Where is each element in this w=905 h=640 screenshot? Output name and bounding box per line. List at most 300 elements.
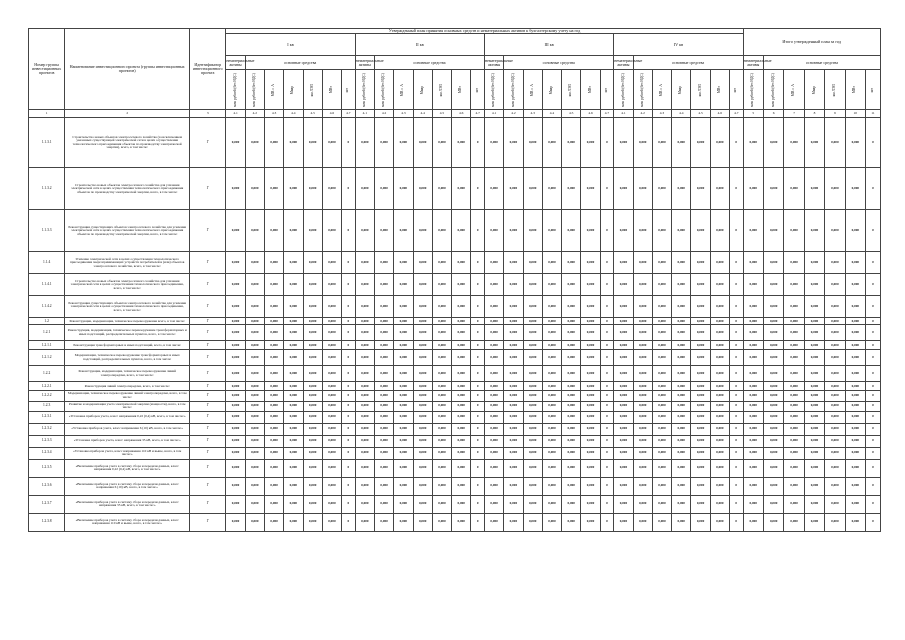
- column-number-text: 7: [784, 110, 804, 118]
- row-value-text: 0,000: [804, 118, 824, 168]
- row-value-text: 0,000: [484, 401, 503, 411]
- row-value-text: 0,000: [581, 495, 600, 513]
- row-value-text: 0,000: [284, 495, 303, 513]
- column-number-text: 4.7: [342, 110, 356, 118]
- row-value-text: 0,000: [784, 411, 804, 423]
- row-value-text: 0,000: [355, 459, 374, 477]
- row-value-text: 0,000: [504, 210, 523, 252]
- row-value-text: 0,000: [322, 341, 341, 350]
- row-value-text: 0,000: [614, 168, 633, 210]
- row-value-text: 0,000: [374, 411, 393, 423]
- row-value-text: 0,000: [303, 118, 322, 168]
- row-value-text: 0,000: [432, 401, 451, 411]
- row-value-text: 0,000: [614, 350, 633, 366]
- row-value-text: 0,000: [355, 341, 374, 350]
- header-fixed-assets-text: основные средства: [374, 56, 484, 70]
- row-value-text: 0,000: [691, 210, 710, 252]
- header-intangible-text: нематериальные активы: [355, 56, 374, 70]
- row-value-text: 0,000: [691, 252, 710, 274]
- row-value-text: 0,000: [355, 252, 374, 274]
- row-value-text: 0: [471, 366, 485, 382]
- row-value-text: 0,000: [710, 168, 729, 210]
- table-row: [29, 274, 881, 296]
- row-value-text: 0,000: [432, 296, 451, 318]
- table-row: [29, 459, 881, 477]
- row-value-text: 0,000: [264, 435, 283, 447]
- row-value-text: 0: [866, 459, 881, 477]
- row-value-text: 0,000: [484, 296, 503, 318]
- row-project-id-text: Г: [190, 274, 226, 296]
- column-number-text: 4.4: [542, 110, 561, 118]
- row-value-text: 0,000: [394, 411, 413, 423]
- row-value-text: 0: [866, 382, 881, 391]
- row-value-text: 0,000: [672, 210, 691, 252]
- row-value-text: 0,000: [691, 341, 710, 350]
- row-value-text: 0,000: [633, 382, 652, 391]
- row-project-name-text: «Включение приборов учета в систему сбора и передачи данных, класс напряжения 0,22 (0,4) кВ, всего, в том числе:»: [65, 459, 190, 477]
- header-unit: [355, 70, 374, 110]
- row-value-text: 0,000: [226, 382, 245, 391]
- row-value-text: 0,000: [432, 447, 451, 459]
- row-value-text: 0,000: [226, 341, 245, 350]
- row-value-text: 0,000: [413, 411, 432, 423]
- column-number-text: 4.5: [432, 110, 451, 118]
- header-fixed-assets-text: основные средства: [763, 56, 880, 70]
- row-value-text: 0,000: [303, 447, 322, 459]
- table-row: [29, 252, 881, 274]
- row-value-text: 0,000: [691, 318, 710, 325]
- row-value-text: 0,000: [484, 366, 503, 382]
- row-value-text: 0: [471, 391, 485, 401]
- row-value-text: 0,000: [226, 350, 245, 366]
- row-value-text: 0,000: [743, 341, 763, 350]
- header-quarter-text: IV кв: [614, 34, 743, 56]
- row-value-text: 0,000: [452, 296, 471, 318]
- header-fixed-assets-text: основные средства: [504, 56, 614, 70]
- header-fixed-assets-text: основные средства: [633, 56, 743, 70]
- row-value-text: 0,000: [413, 252, 432, 274]
- row-value-text: 0,000: [633, 350, 652, 366]
- row-value-text: 0: [866, 411, 881, 423]
- row-value-text: 0: [729, 274, 743, 296]
- row-value-text: 0,000: [264, 391, 283, 401]
- header-unit: [614, 70, 633, 110]
- header-unit-text: Мвар: [419, 85, 424, 95]
- row-value-text: 0,000: [504, 168, 523, 210]
- row-value-text: 0: [729, 318, 743, 325]
- header-intangible-text: нематериальные активы: [226, 56, 245, 70]
- row-value-text: 0,000: [825, 366, 845, 382]
- header-unit-text: МВ×А: [659, 83, 664, 96]
- row-value-text: 0,000: [303, 318, 322, 325]
- row-value-text: 0,000: [264, 513, 283, 531]
- column-number-text: 4.7: [471, 110, 485, 118]
- row-value-text: 0,000: [672, 252, 691, 274]
- row-value-text: 0,000: [784, 296, 804, 318]
- row-value-text: 0,000: [303, 411, 322, 423]
- row-project-id-text: Г: [190, 435, 226, 447]
- row-value-text: 0,000: [562, 495, 581, 513]
- row-value-text: 0,000: [484, 382, 503, 391]
- row-value-text: 0,000: [322, 350, 341, 366]
- row-value-text: 0: [342, 495, 356, 513]
- row-value-text: 0,000: [825, 495, 845, 513]
- row-project-name-text: Реконструкция трансформаторных и иных подстанций, всего, в том числе:: [65, 341, 190, 350]
- row-value-text: 0: [866, 325, 881, 341]
- row-value-text: 0: [866, 118, 881, 168]
- row-value-text: 0: [729, 513, 743, 531]
- row-value-text: 0,000: [633, 210, 652, 252]
- row-value-text: 0,000: [523, 495, 542, 513]
- row-project-id-text: Г: [190, 210, 226, 252]
- row-value-text: 0,000: [374, 382, 393, 391]
- row-value-text: 0,000: [562, 477, 581, 495]
- row-value-text: 0,000: [672, 411, 691, 423]
- row-value-text: 0,000: [710, 495, 729, 513]
- row-value-text: 0,000: [504, 391, 523, 401]
- row-value-text: 0,000: [710, 435, 729, 447]
- row-value-text: 0,000: [581, 325, 600, 341]
- row-value-text: 0,000: [523, 366, 542, 382]
- row-value-text: 0,000: [284, 118, 303, 168]
- row-value-text: 0,000: [672, 401, 691, 411]
- row-value-text: 0: [866, 423, 881, 435]
- row-value-text: 0,000: [743, 366, 763, 382]
- row-value-text: 0,000: [452, 318, 471, 325]
- row-value-text: 0,000: [804, 423, 824, 435]
- row-value-text: 0,000: [691, 350, 710, 366]
- row-value-text: 0,000: [264, 296, 283, 318]
- row-value-text: 0,000: [581, 296, 600, 318]
- row-value-text: 0,000: [672, 513, 691, 531]
- row-value-text: 0,000: [562, 382, 581, 391]
- row-value-text: 0,000: [845, 513, 865, 531]
- row-value-text: 0: [729, 423, 743, 435]
- row-value-text: 0,000: [484, 350, 503, 366]
- investment-plan-table: [28, 28, 880, 532]
- row-value-text: 0,000: [710, 459, 729, 477]
- table-row: [29, 477, 881, 495]
- header-unit: [471, 70, 485, 110]
- row-value-text: 0: [471, 168, 485, 210]
- row-value-text: 0,000: [523, 210, 542, 252]
- row-value-text: 0,000: [484, 118, 503, 168]
- row-value-text: 0,000: [355, 411, 374, 423]
- row-value-text: 0,000: [581, 391, 600, 401]
- row-value-text: 0,000: [322, 401, 341, 411]
- table-row: [29, 210, 881, 252]
- row-value-text: 0,000: [672, 341, 691, 350]
- header-unit-text: Мвар: [811, 85, 816, 95]
- row-value-text: 0,000: [652, 118, 671, 168]
- row-value-text: 0,000: [743, 296, 763, 318]
- column-number-text: 4.3: [394, 110, 413, 118]
- row-value-text: 0,000: [763, 391, 783, 401]
- header-unit-text: млн рублей (без НДС): [361, 72, 366, 107]
- row-value-text: 0: [342, 296, 356, 318]
- row-value-text: 0,000: [394, 423, 413, 435]
- row-value-text: 0,000: [691, 325, 710, 341]
- row-value-text: 0,000: [763, 382, 783, 391]
- row-value-text: 0,000: [763, 459, 783, 477]
- row-value-text: 0,000: [226, 318, 245, 325]
- row-value-text: 0,000: [614, 252, 633, 274]
- row-value-text: 0,000: [374, 252, 393, 274]
- row-value-text: 0,000: [825, 391, 845, 401]
- header-unit: [432, 70, 451, 110]
- row-value-text: 0,000: [322, 274, 341, 296]
- row-value-text: 0,000: [413, 168, 432, 210]
- row-value-text: 0,000: [413, 447, 432, 459]
- row-value-text: 0,000: [413, 318, 432, 325]
- row-value-text: 0: [600, 477, 614, 495]
- row-value-text: 0: [342, 401, 356, 411]
- row-value-text: 0,000: [845, 296, 865, 318]
- row-value-text: 0,000: [763, 411, 783, 423]
- row-value-text: 0,000: [504, 477, 523, 495]
- row-value-text: 0,000: [743, 325, 763, 341]
- row-value-text: 0,000: [614, 513, 633, 531]
- row-value-text: 0,000: [322, 168, 341, 210]
- row-value-text: 0,000: [633, 341, 652, 350]
- row-value-text: 0,000: [691, 459, 710, 477]
- row-value-text: 0,000: [633, 325, 652, 341]
- row-value-text: 0,000: [784, 459, 804, 477]
- row-value-text: 0,000: [784, 210, 804, 252]
- header-unit-text: км ЛЭП: [568, 83, 573, 97]
- row-value-text: 0,000: [845, 350, 865, 366]
- row-value-text: 0,000: [652, 325, 671, 341]
- row-value-text: 0,000: [484, 435, 503, 447]
- row-value-text: 0,000: [562, 318, 581, 325]
- row-value-text: 0: [471, 318, 485, 325]
- row-value-text: 0: [342, 210, 356, 252]
- row-project-id-text: Г: [190, 252, 226, 274]
- row-value-text: 0,000: [504, 341, 523, 350]
- row-number-text: 1.2.3.5: [29, 459, 65, 477]
- column-number-text: 4.5: [562, 110, 581, 118]
- row-value-text: 0: [729, 325, 743, 341]
- row-value-text: 0: [866, 477, 881, 495]
- row-value-text: 0,000: [825, 447, 845, 459]
- row-value-text: 0,000: [284, 423, 303, 435]
- row-value-text: 0,000: [672, 391, 691, 401]
- row-value-text: 0,000: [784, 401, 804, 411]
- row-value-text: 0,000: [303, 168, 322, 210]
- row-value-text: 0,000: [542, 274, 561, 296]
- row-value-text: 0,000: [763, 366, 783, 382]
- row-value-text: 0: [729, 118, 743, 168]
- row-value-text: 0,000: [432, 274, 451, 296]
- header-unit: [691, 70, 710, 110]
- row-value-text: 0,000: [303, 401, 322, 411]
- row-value-text: 0: [471, 118, 485, 168]
- header-unit-text: млн рублей (без НДС): [620, 72, 625, 107]
- header-unit: [452, 70, 471, 110]
- row-value-text: 0,000: [484, 411, 503, 423]
- row-value-text: 0,000: [542, 447, 561, 459]
- row-value-text: 0,000: [452, 423, 471, 435]
- row-value-text: 0,000: [303, 513, 322, 531]
- row-value-text: 0,000: [245, 495, 264, 513]
- row-value-text: 0,000: [432, 423, 451, 435]
- row-value-text: 0: [866, 168, 881, 210]
- row-value-text: 0,000: [633, 252, 652, 274]
- column-number-text: 5: [743, 110, 763, 118]
- row-value-text: 0,000: [804, 447, 824, 459]
- row-value-text: 0,000: [652, 252, 671, 274]
- column-number-text: 8: [804, 110, 824, 118]
- row-value-text: 0,000: [484, 274, 503, 296]
- row-value-text: 0: [729, 495, 743, 513]
- row-value-text: 0: [729, 435, 743, 447]
- row-value-text: 0: [342, 423, 356, 435]
- row-value-text: 0,000: [355, 366, 374, 382]
- row-value-text: 0,000: [322, 325, 341, 341]
- row-value-text: 0,000: [804, 435, 824, 447]
- row-project-name-text: Реконструкция линий электропередачи, всего, в том числе:: [65, 382, 190, 391]
- row-value-text: 0,000: [784, 341, 804, 350]
- row-number-text: 1.1.3.1: [29, 118, 65, 168]
- header-plan-group-text: Утвержденный план принятия основных средств и нематериальных активов к бухгалтерскому учету на год: [226, 29, 743, 34]
- header-unit-text: МВ×А: [400, 83, 405, 96]
- row-value-text: 0,000: [284, 382, 303, 391]
- row-value-text: 0,000: [845, 318, 865, 325]
- row-value-text: 0,000: [432, 341, 451, 350]
- row-value-text: 0,000: [562, 423, 581, 435]
- row-value-text: 0,000: [245, 210, 264, 252]
- row-value-text: 0,000: [672, 274, 691, 296]
- row-value-text: 0,000: [562, 252, 581, 274]
- table-row: [29, 318, 881, 325]
- row-value-text: 0,000: [374, 495, 393, 513]
- row-value-text: 0,000: [245, 252, 264, 274]
- row-value-text: 0,000: [484, 495, 503, 513]
- row-value-text: 0,000: [614, 341, 633, 350]
- row-value-text: 0,000: [303, 325, 322, 341]
- row-value-text: 0,000: [743, 252, 763, 274]
- row-value-text: 0: [600, 513, 614, 531]
- column-number-text: 4.2: [504, 110, 523, 118]
- row-value-text: 0,000: [562, 296, 581, 318]
- row-value-text: 0,000: [504, 118, 523, 168]
- row-value-text: 0,000: [784, 391, 804, 401]
- row-number-text: 1.2.3.3: [29, 435, 65, 447]
- row-value-text: 0,000: [245, 382, 264, 391]
- row-project-id-text: Г: [190, 411, 226, 423]
- row-value-text: 0,000: [652, 168, 671, 210]
- row-value-text: 0,000: [614, 391, 633, 401]
- row-value-text: 0,000: [504, 423, 523, 435]
- row-value-text: 0,000: [542, 513, 561, 531]
- column-number-text: 1: [29, 110, 65, 118]
- row-value-text: 0,000: [652, 391, 671, 401]
- row-value-text: 0,000: [355, 118, 374, 168]
- row-value-text: 0,000: [672, 423, 691, 435]
- row-value-text: 0,000: [691, 118, 710, 168]
- row-value-text: 0,000: [542, 118, 561, 168]
- row-value-text: 0,000: [743, 318, 763, 325]
- row-value-text: 0,000: [322, 366, 341, 382]
- row-value-text: 0,000: [633, 495, 652, 513]
- row-value-text: 0,000: [542, 341, 561, 350]
- row-value-text: 0,000: [374, 168, 393, 210]
- row-value-text: 0,000: [652, 274, 671, 296]
- row-value-text: 0,000: [245, 341, 264, 350]
- row-value-text: 0,000: [581, 411, 600, 423]
- row-value-text: 0,000: [355, 447, 374, 459]
- row-value-text: 0,000: [504, 495, 523, 513]
- header-unit: [413, 70, 432, 110]
- row-value-text: 0,000: [284, 411, 303, 423]
- row-value-text: 0,000: [374, 325, 393, 341]
- header-quarter-text: I кв: [226, 34, 355, 56]
- row-value-text: 0,000: [691, 411, 710, 423]
- row-value-text: 0,000: [484, 168, 503, 210]
- row-value-text: 0,000: [804, 252, 824, 274]
- header-unit: [562, 70, 581, 110]
- header-group-number-text: Номер группы инвестиционных проектов: [29, 29, 65, 110]
- row-value-text: 0,000: [322, 382, 341, 391]
- header-unit: [264, 70, 283, 110]
- row-value-text: 0,000: [284, 296, 303, 318]
- row-value-text: 0,000: [484, 459, 503, 477]
- row-value-text: 0,000: [845, 411, 865, 423]
- row-value-text: 0,000: [581, 513, 600, 531]
- row-value-text: 0,000: [763, 435, 783, 447]
- row-value-text: 0,000: [845, 423, 865, 435]
- table-row: [29, 118, 881, 168]
- row-value-text: 0,000: [374, 435, 393, 447]
- row-value-text: 0,000: [804, 318, 824, 325]
- row-value-text: 0,000: [226, 325, 245, 341]
- row-value-text: 0: [471, 477, 485, 495]
- row-value-text: 0: [471, 296, 485, 318]
- row-value-text: 0,000: [672, 350, 691, 366]
- row-value-text: 0,000: [845, 447, 865, 459]
- row-value-text: 0,000: [542, 391, 561, 401]
- row-value-text: 0,000: [784, 447, 804, 459]
- row-value-text: 0,000: [542, 477, 561, 495]
- header-unit-text: млн рублей (без НДС): [510, 72, 515, 107]
- row-value-text: 0,000: [245, 274, 264, 296]
- row-value-text: 0,000: [523, 435, 542, 447]
- row-value-text: 0,000: [355, 168, 374, 210]
- row-value-text: 0,000: [374, 477, 393, 495]
- row-value-text: 0,000: [763, 252, 783, 274]
- row-value-text: 0,000: [394, 341, 413, 350]
- row-value-text: 0,000: [432, 118, 451, 168]
- row-value-text: 0,000: [284, 252, 303, 274]
- row-value-text: 0,000: [845, 325, 865, 341]
- row-project-id-text: Г: [190, 477, 226, 495]
- row-value-text: 0,000: [374, 459, 393, 477]
- row-value-text: 0,000: [374, 391, 393, 401]
- row-value-text: 0,000: [264, 447, 283, 459]
- row-value-text: 0,000: [542, 318, 561, 325]
- table-row: [29, 382, 881, 391]
- row-value-text: 0,000: [504, 366, 523, 382]
- header-unit-text: МВ×А: [791, 83, 796, 96]
- row-value-text: 0: [729, 391, 743, 401]
- row-value-text: 0,000: [672, 296, 691, 318]
- row-value-text: 0,000: [504, 411, 523, 423]
- row-value-text: 0,000: [743, 118, 763, 168]
- row-value-text: 0,000: [226, 366, 245, 382]
- row-value-text: 0,000: [763, 423, 783, 435]
- row-value-text: 0,000: [355, 477, 374, 495]
- row-value-text: 0,000: [394, 274, 413, 296]
